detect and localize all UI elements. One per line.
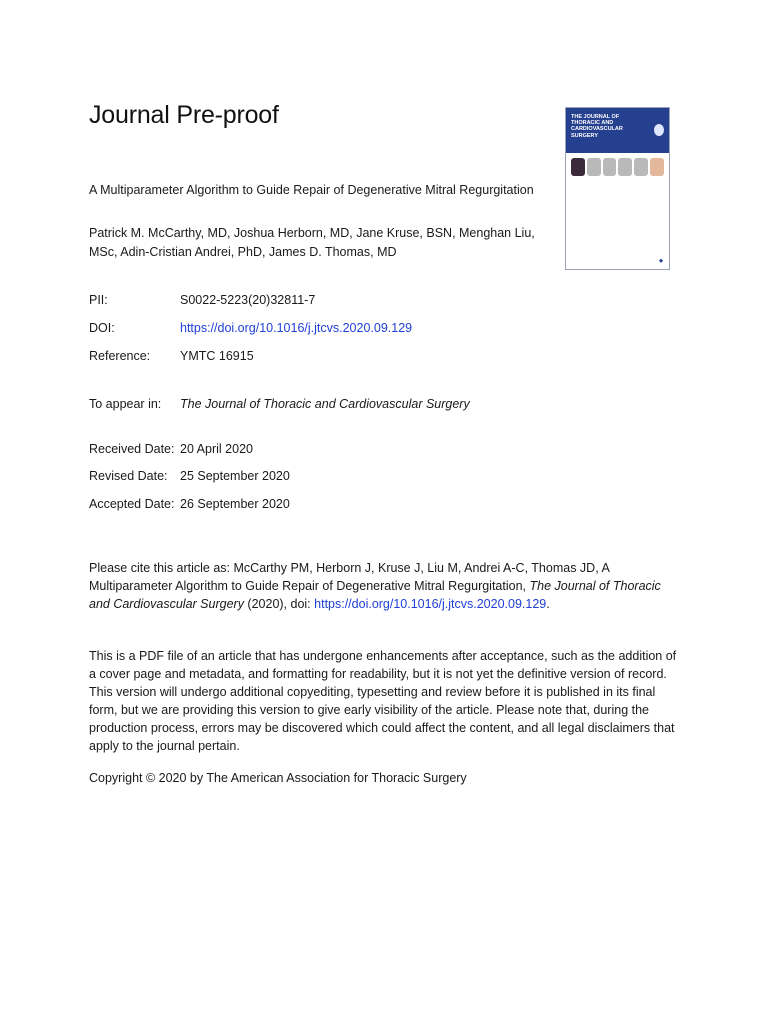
reference-value: YMTC 16915 [180,349,254,363]
cover-thumb [587,158,601,176]
cover-title: THE JOURNAL OF THORACIC AND CARDIOVASCULAR SURGERY [571,114,623,139]
cover-thumb [650,158,664,176]
revised-value: 25 September 2020 [180,469,290,483]
cover-thumb [618,158,632,176]
citation-prefix: Please cite this article as: McCarthy PM, Herborn J, Kruse J, Liu M, Andrei A-C, Thomas JD, A Multiparameter Algorithm to Guide Repair of Degenerative Mitral Regurgitation, [89,561,610,593]
appear-label: To appear in: [89,397,162,411]
revised-row [89,469,290,483]
received-label: Received Date: [89,442,175,456]
accepted-row [89,497,290,511]
article-title: A Multiparameter Algorithm to Guide Repair of Degenerative Mitral Regurgitation [89,183,534,197]
journal-name: The Journal of Thoracic and Cardiovascular Surgery [180,397,470,411]
accepted-label: Accepted Date: [89,497,175,511]
reference-label: Reference: [89,349,151,363]
citation-doi-link[interactable]: https://doi.org/10.1016/j.jtcvs.2020.09.129 [314,597,547,611]
accepted-value: 26 September 2020 [180,497,290,511]
cover-thumb [571,158,585,176]
received-row [89,442,253,456]
cover-image-strip [571,158,664,176]
received-value: 20 April 2020 [180,442,253,456]
pii-label: PII: [89,293,108,307]
citation-paragraph [89,559,679,613]
citation-suffix: . [546,597,550,611]
page-title: Journal Pre-proof [89,101,279,129]
copyright-text: Copyright © 2020 by The American Association for Thoracic Surgery [89,771,467,785]
cover-thumb [634,158,648,176]
citation-middle: (2020), doi: [243,597,315,611]
doi-link[interactable]: https://doi.org/10.1016/j.jtcvs.2020.09.129 [180,321,413,335]
article-authors: Patrick M. McCarthy, MD, Joshua Herborn, MD, Jane Kruse, BSN, Menghan Liu, MSc, Adin-Cristian Andrei, PhD, James D. Thomas, MD [89,226,535,259]
reference-row [89,349,254,363]
pii-row [89,293,315,307]
journal-cover-image [565,107,670,270]
pii-value: S0022-5223(20)32811-7 [180,293,316,307]
publisher-logo-icon: ◆ [659,258,663,264]
doi-label: DOI: [89,321,115,335]
citation-journal: The Journal of Thoracic and Cardiovascular Surgery [89,579,661,611]
cover-seal-icon [654,124,664,136]
appear-row [89,397,470,411]
doi-row [89,321,412,335]
cover-thumb [603,158,617,176]
revised-label: Revised Date: [89,469,168,483]
notice-paragraph: This is a PDF file of an article that has undergone enhancements after acceptance, such as the addition of a cover page and metadata, and formatting for readability, but it is not yet the definitive version of record. This version will undergo additional copyediting, typesetting and review before it is published in its final form, but we are providing this version to give early visibility of the article. Please note that, during the production process, errors may be discovered which could affect the content, and all legal disclaimers that apply to the journal pertain. [89,649,677,753]
